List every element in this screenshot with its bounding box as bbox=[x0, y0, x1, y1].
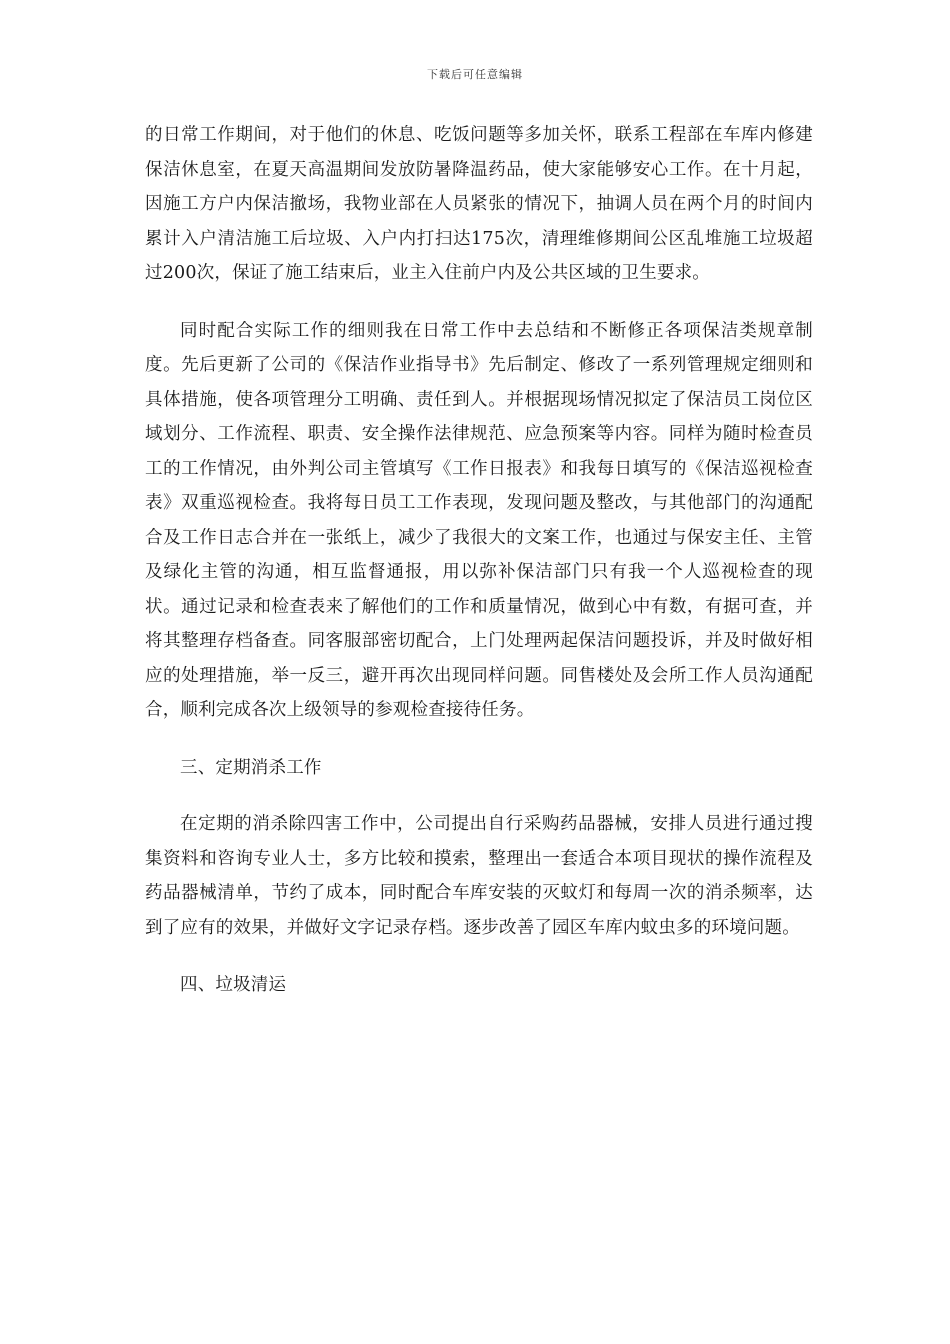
paragraph-regulations: 同时配合实际工作的细则我在日常工作中去总结和不断修正各项保洁类规章制度。先后更新了公司的《保洁作业指导书》先后制定、修改了一系列管理规定细则和具体措施，使各项管理分工明确、责任到人。并根据现场情况拟定了保洁员工岗位区域划分、工作流程、职责、安全操作法律规范、应急预案等内容。同样为随时检查员工的工作情况，由外判公司主管填写《工作日报表》和我每日填写的《保洁巡视检查表》双重巡视检查。我将每日员工工作表现，发现问题及整改，与其他部门的沟通配合及工作日志合并在一张纸上，减少了我很大的文案工作，也通过与保安主任、主管及绿化主管的沟通，相互监督通报，用以弥补保洁部门只有我一个人巡视检查的现状。通过记录和检查表来了解他们的工作和质量情况，做到心中有数，有据可查，并将其整理存档备查。同客服部密切配合，上门处理两起保洁问题投诉，并及时做好相应的处理措施，举一反三，避开再次出现同样问题。同售楼处及会所工作人员沟通配合，顺利完成各次上级领导的参观检查接待任务。 bbox=[145, 320, 813, 720]
section-heading-pest-control: 三、定期消杀工作 bbox=[180, 757, 322, 778]
page-header: 下载后可任意编辑 bbox=[427, 68, 523, 81]
document-body bbox=[145, 118, 813, 1003]
paragraph-pest-control: 在定期的消杀除四害工作中，公司提出自行采购药品器械，安排人员进行通过搜集资料和咨询专业人士，多方比较和摸索，整理出一套适合本项目现状的操作流程及药品器械清单，节约了成本，同时配合车库安装的灭蚊灯和每周一次的消杀频率，达到了应有的效果，并做好文字记录存档。逐步改善了园区车库内蚊虫多的环境问题。 bbox=[145, 814, 813, 938]
paragraph-staff-care: 的日常工作期间，对于他们的休息、吃饭问题等多加关怀，联系工程部在车库内修建保洁休息室，在夏天高温期间发放防暑降温药品，使大家能够安心工作。在十月起，因施工方户内保洁撤场，我物业部在人员紧张的情况下，抽调人员在两个月的时间内累计入户清洁施工后垃圾、入户内打扫达175次，清理维修期间公区乱堆施工垃圾超过200次，保证了施工结束后，业主入住前户内及公共区域的卫生要求。 bbox=[145, 125, 813, 283]
section-heading-garbage: 四、垃圾清运 bbox=[180, 975, 287, 995]
